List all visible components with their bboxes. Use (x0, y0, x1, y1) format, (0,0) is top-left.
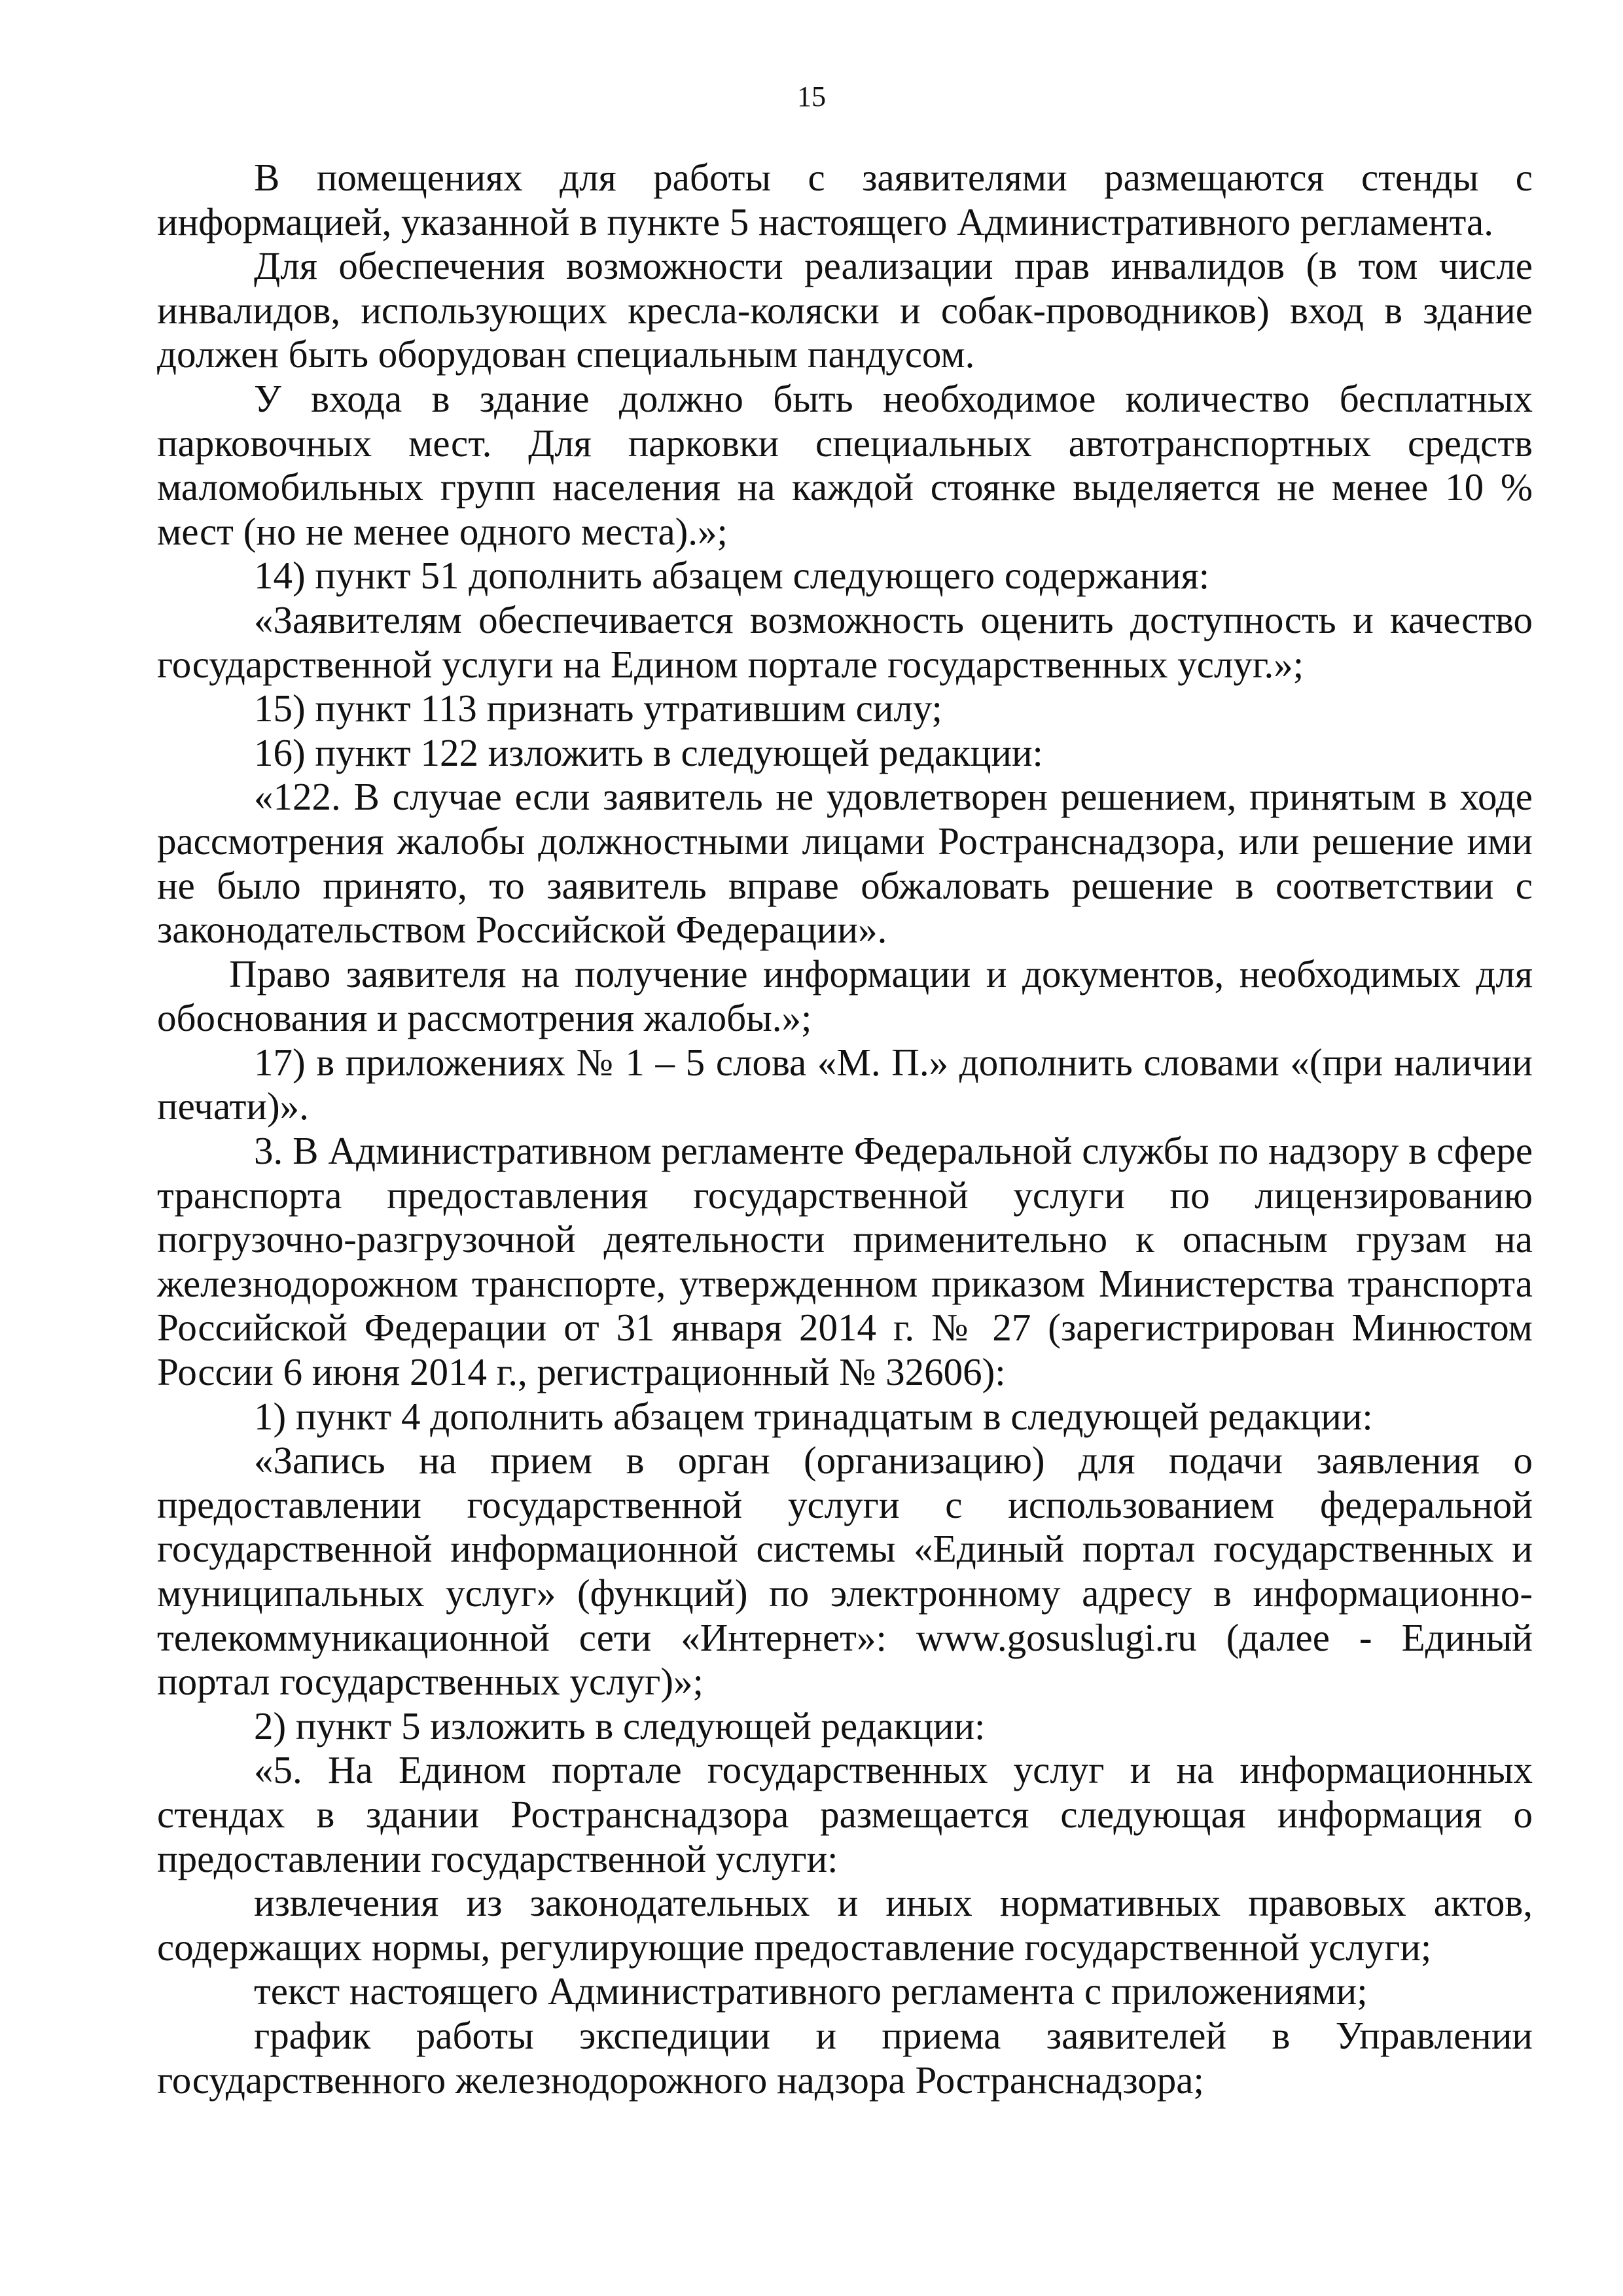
paragraph-item-17: 17) в приложениях № 1 – 5 слова «М. П.» дополнить словами «(при наличии печати)». (157, 1040, 1533, 1128)
paragraph-parking: У входа в здание должно быть необходимое количество бесплатных парковочных мест. Для парковки специальных автотранспортных средств маломобильных групп населения на каждой стоянке выделяется не менее 10 % мест (но не менее одного места).»; (157, 376, 1533, 553)
paragraph-regulation-text: текст настоящего Административного регламента с приложениями; (254, 1969, 1368, 2013)
paragraph-appointment-record: «Запись на прием в орган (организацию) для подачи заявления о предоставлении государственной услуги с использованием федеральной государственной информационной системы «Единый портал государственных и муниципальных услуг» (функций) по электронному адресу в информационно-телекоммуникационной сети «Интернет»: www.gosuslugi.ru (далее - Единый портал государственных услуг)»; (157, 1439, 1533, 1704)
paragraph-applicant-right: Право заявителя на получение информации и документов, необходимых для обоснования и рассмотрения жалобы.»; (157, 952, 1533, 1040)
paragraph-clause-122: «122. В случае если заявитель не удовлетворен решением, принятым в ходе рассмотрения жалобы должностными лицами Ространснадзора, или решение ими не было принято, то заявитель вправе обжаловать решение в соответствии с законодательством Российской Федерации». (157, 775, 1533, 952)
paragraph-disabled-access: Для обеспечения возможности реализации прав инвалидов (в том числе инвалидов, использующих кресла-коляски и собак-проводников) вход в здание должен быть оборудован специальным пандусом. (157, 244, 1533, 376)
paragraph-item-15: 15) пункт 113 признать утратившим силу; (254, 687, 942, 730)
paragraph-item-16: 16) пункт 122 изложить в следующей редакции: (254, 730, 1043, 774)
paragraph-stands-info: В помещениях для работы с заявителями размещаются стенды с информацией, указанной в пункте 5 настоящего Административного регламента. (157, 156, 1533, 243)
paragraph-section-3: 3. В Административном регламенте Федеральной службы по надзору в сфере транспорта предоставления государственной услуги по лицензированию погрузочно-разгрузочной деятельности применительно к опасным грузам на железнодорожном транспорте, утвержденном приказом Министерства транспорта Российской Федерации от 31 января 2014 г. № 27 (зарегистрирован Минюстом России 6 июня 2014 г., регистрационный № 32606): (157, 1129, 1533, 1394)
paragraph-extracts: извлечения из законодательных и иных нормативных правовых актов, содержащих нормы, регулирующие предоставление государственной услуги; (157, 1881, 1533, 1969)
paragraph-work-schedule: график работы экспедиции и приема заявителей в Управлении государственного железнодорожного надзора Ространснадзора; (157, 2013, 1533, 2102)
paragraph-quality-assessment: «Заявителям обеспечивается возможность оценить доступность и качество государственной услуги на Едином портале государственных услуг.»; (157, 598, 1533, 686)
document-body (157, 156, 1533, 2102)
paragraph-item-2: 2) пункт 5 изложить в следующей редакции: (254, 1704, 986, 1748)
paragraph-clause-5: «5. На Едином портале государственных услуг и на информационных стендах в здании Ространснадзора размещается следующая информация о предоставлении государственной услуги: (157, 1748, 1533, 1880)
paragraph-item-1: 1) пункт 4 дополнить абзацем тринадцатым в следующей редакции: (254, 1394, 1373, 1438)
page-number: 15 (797, 81, 826, 113)
paragraph-item-14: 14) пункт 51 дополнить абзацем следующего содержания: (254, 554, 1210, 598)
